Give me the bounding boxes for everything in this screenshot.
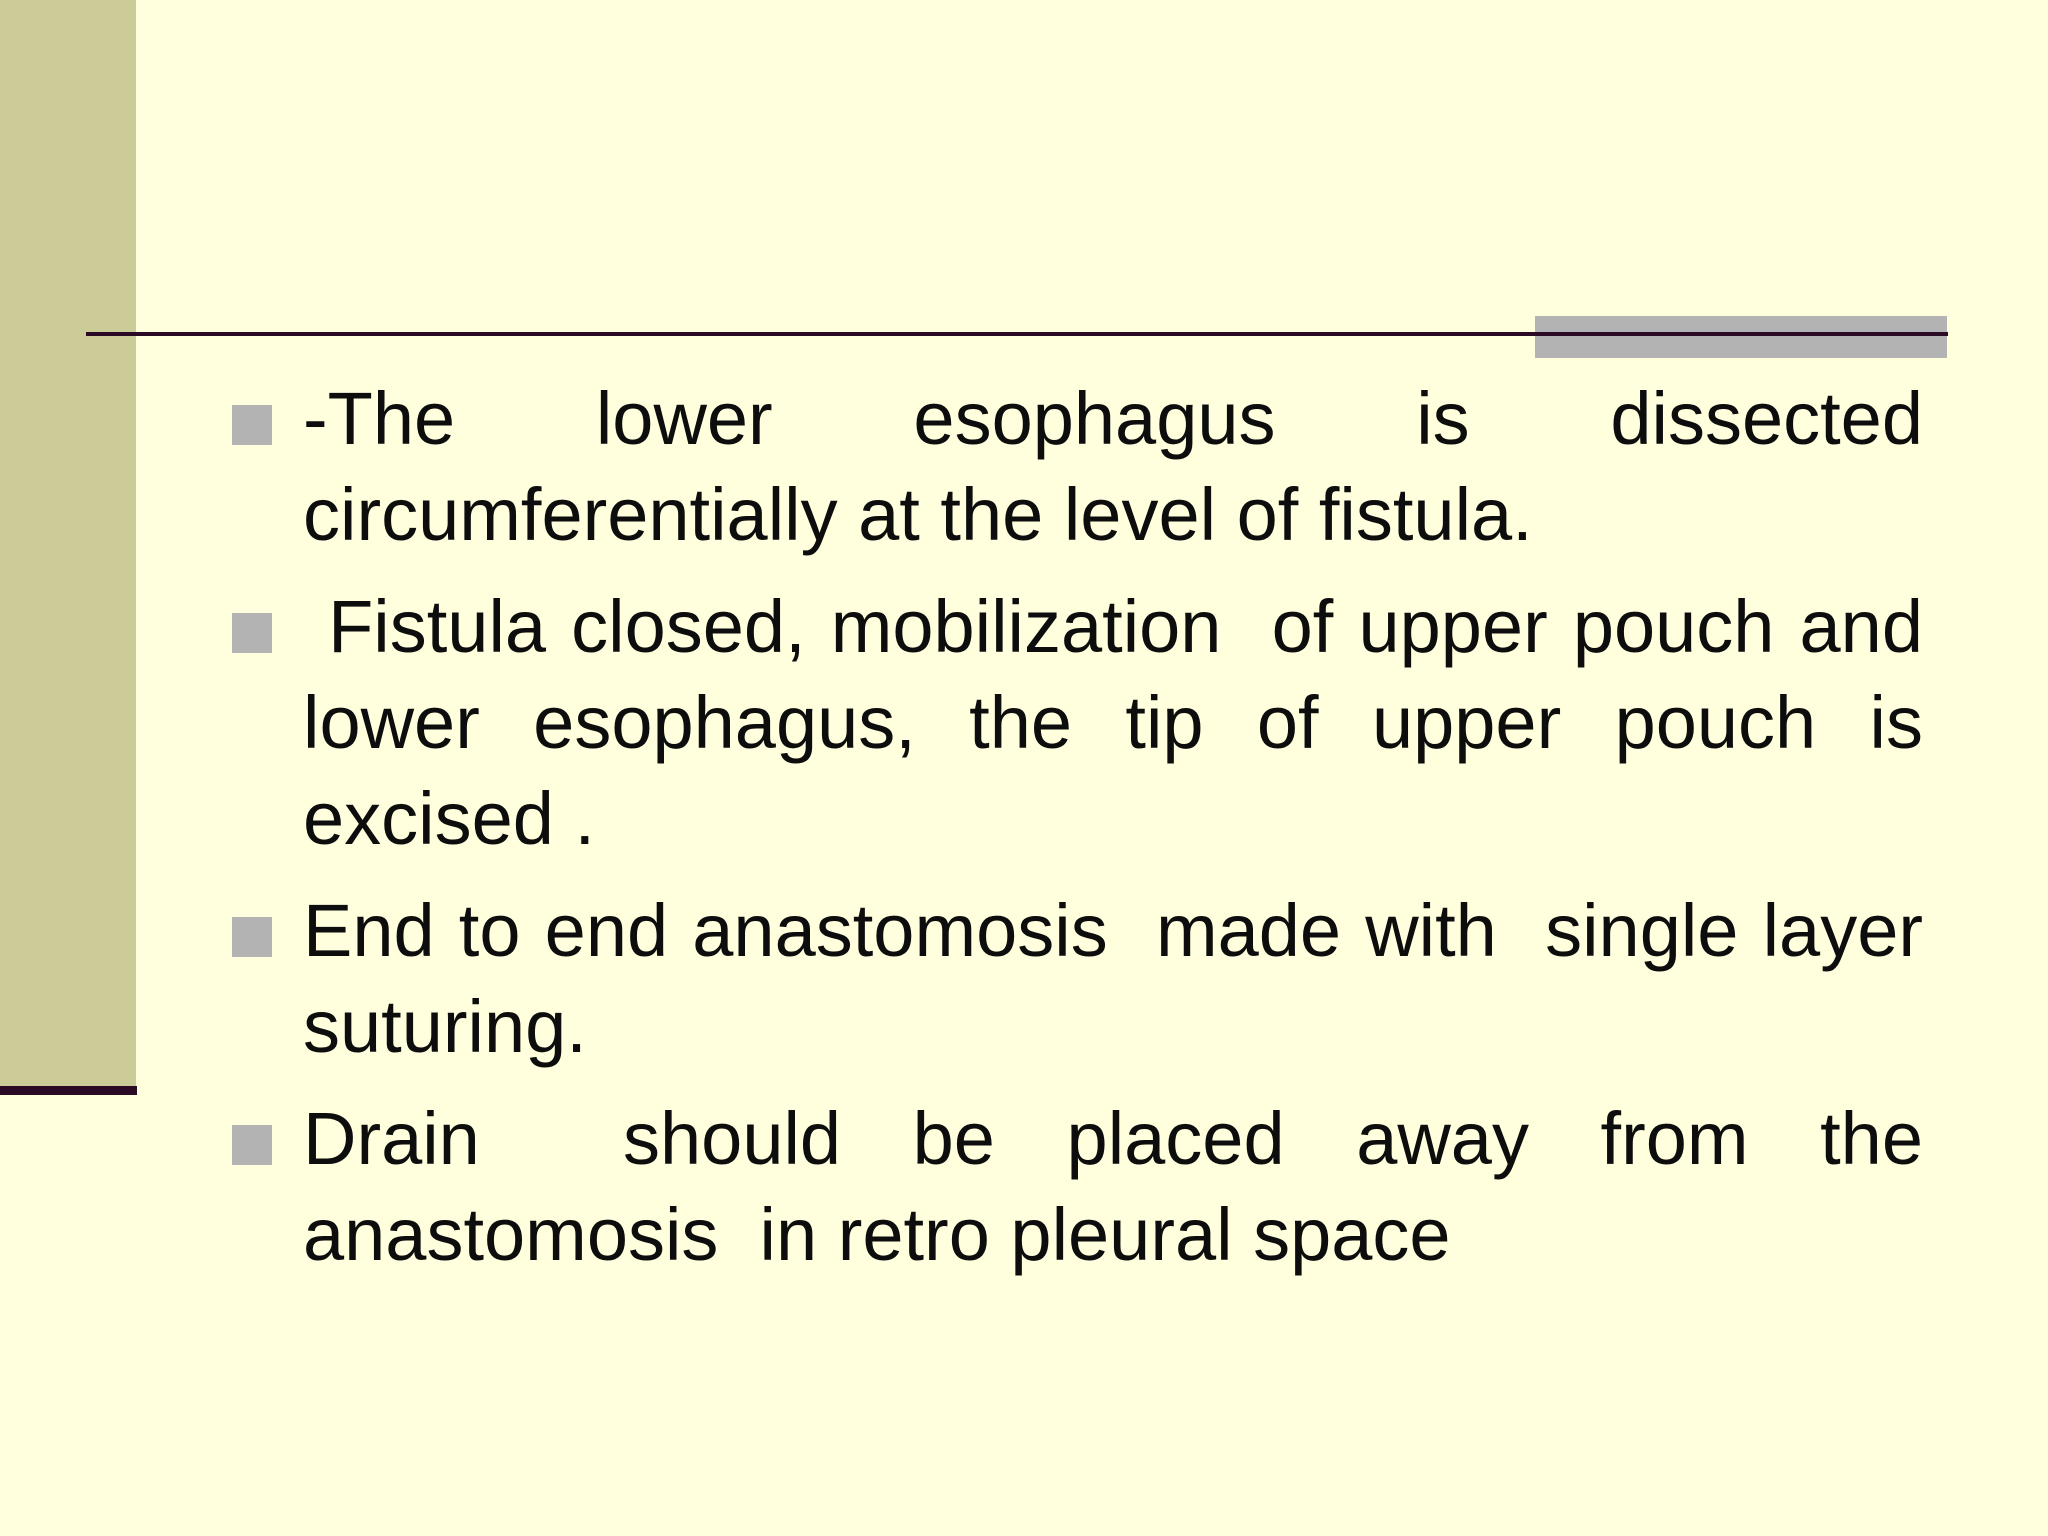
title-divider-line — [86, 332, 1948, 336]
bullet-item-anastomosis — [232, 883, 1965, 1075]
title-accent-bar — [1535, 316, 1947, 358]
square-bullet-icon — [232, 613, 272, 653]
bullet-item-fistula — [232, 579, 1944, 867]
bullet-text: Drain should be placed away from the anastomosis in retro pleural space — [303, 1097, 1944, 1276]
square-bullet-icon — [232, 917, 272, 957]
bullet-item-dissection — [232, 371, 1944, 563]
square-bullet-icon — [232, 405, 272, 445]
left-bar-rule — [0, 1086, 137, 1095]
bullet-item-drain — [232, 1091, 1944, 1283]
bullet-text: Fistula closed, mobilization of upper pouch and lower esophagus, the tip of upper pouch is excised . — [303, 585, 1944, 860]
bullet-text: -The lower esophagus is dissected circumferentially at the level of fistula. — [303, 377, 1944, 556]
square-bullet-icon — [232, 1125, 272, 1165]
bullet-text: End to end anastomosis made with single layer suturing. — [303, 889, 1965, 1068]
bullet-list — [232, 371, 1965, 1299]
left-decorative-bar — [0, 0, 136, 1088]
